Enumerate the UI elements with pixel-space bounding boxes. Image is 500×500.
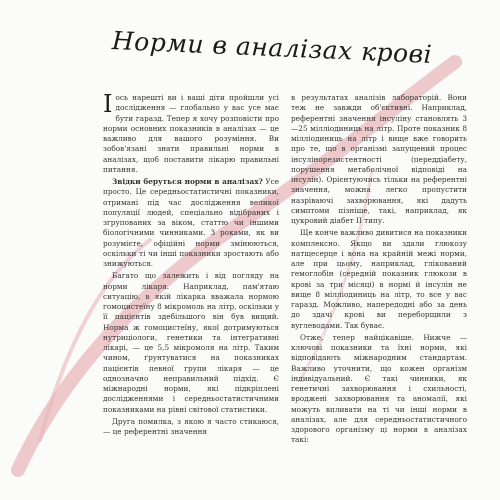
left-column <box>103 90 279 439</box>
question-heading: Звідки беруться норми в аналізах? <box>112 177 263 186</box>
right-column <box>291 93 467 448</box>
paragraph-norms-origin <box>103 177 279 269</box>
page-title <box>111 20 433 82</box>
page-title-text: Норми в аналізах крові <box>111 26 433 69</box>
paragraph-key-indicators: Отже, тепер найцікавіше. Нижче — ключові показники та їхні норми, які відповідають міжнародним стандартам. Важливо уточнити, що кожен організм індивідуальний. Є такі чинники, як генетичні захворювання і схильності, вроджені захворювання та аномалії, які можуть впливати на ті чи інші норми в аналізах, але для середньостатистичного здорового організму ці норми в аналізах такі: <box>291 332 467 445</box>
drop-cap: І <box>103 90 113 118</box>
paragraph-intro-text: ось нарешті ви і ваші діти пройшли усі дослідження — глобально у вас усе має бути гаразд. Тепер я хочу розповісти про норми основних показників в аналізах — це важливо для вашого розуміння. Ви зобов'язані знати правильні норми в аналізах, щоб поставити лікарю правильні питання. <box>103 93 279 174</box>
paragraph-second-mistake: Друга помилка, з якою я часто стикаюся, — це референтні значення <box>103 416 279 436</box>
paragraph-complex-view: Ще конче важливо дивитися на показники комплексно. Якщо ви здали глюкозу натщесерце і вона на крайній межі норми, але при цьому, наприклад, глікований гемоглобін (середній показник глюкози в крові за три місяці) в нормі й інсулін не вище 8 мілліодиниць на літр, то все у вас гаразд. Можливо, напередодні або за день до здачі крові ви переборщили з вуглеводами. Так буває. <box>291 228 467 330</box>
paragraph-lab-results: в результатах аналізів лабораторій. Вони теж не завжди об'єктивні. Наприклад, референтні значення інсуліну становлять 3—25 мілліодиниць на літр. Проте показник 8 мілліодиниць на літр і вище вже говорить про те, що в організмі запущений процес інсулінорезистентності (переддіабету, порушення метаболічної відповіді на інсулін). Орієнтуючись тільки на референтні значення, можна легко пропустити назріваючі захворювання, які дадуть симптоми пізніше, такі, наприклад, як цукровий діабет II типу. <box>291 93 467 225</box>
paragraph-intro <box>103 90 279 175</box>
paragraph-doctor-view: Багато що залежить і від погляду на норми лікаря. Наприклад, пам'ятаю ситуацію, в якій лікарка вважала нормою гомоцистеїну 8 мікромоль на літр, оскільки у її пацієнтів здебільшого він був вищий. Норма ж гомоцистеїну, якої дотримуються нутриціологи, генетики та інтегративні лікарі, — це 5,5 мікромоля на літр. Таким чином, ґрунтуватися на показниках пацієнтів певної групи лікаря — це однозначно неправильний підхід. Є міжнародні норми, які підкріплені дослідженнями і середньостатистичними показниками на рівні світової статистики. <box>103 271 279 414</box>
paragraph-norms-origin-text: Усе просто. Це середньостатистичні показники, отримані під час дослідження великої популяції людей, спеціально відібраних і згрупованих за віком, статтю чи іншими біологічними чинниками. З роками, як ви розумієте, офіційні норми змінюються, оскільки ті чи інші показники зростають або знижуються. <box>103 177 279 268</box>
